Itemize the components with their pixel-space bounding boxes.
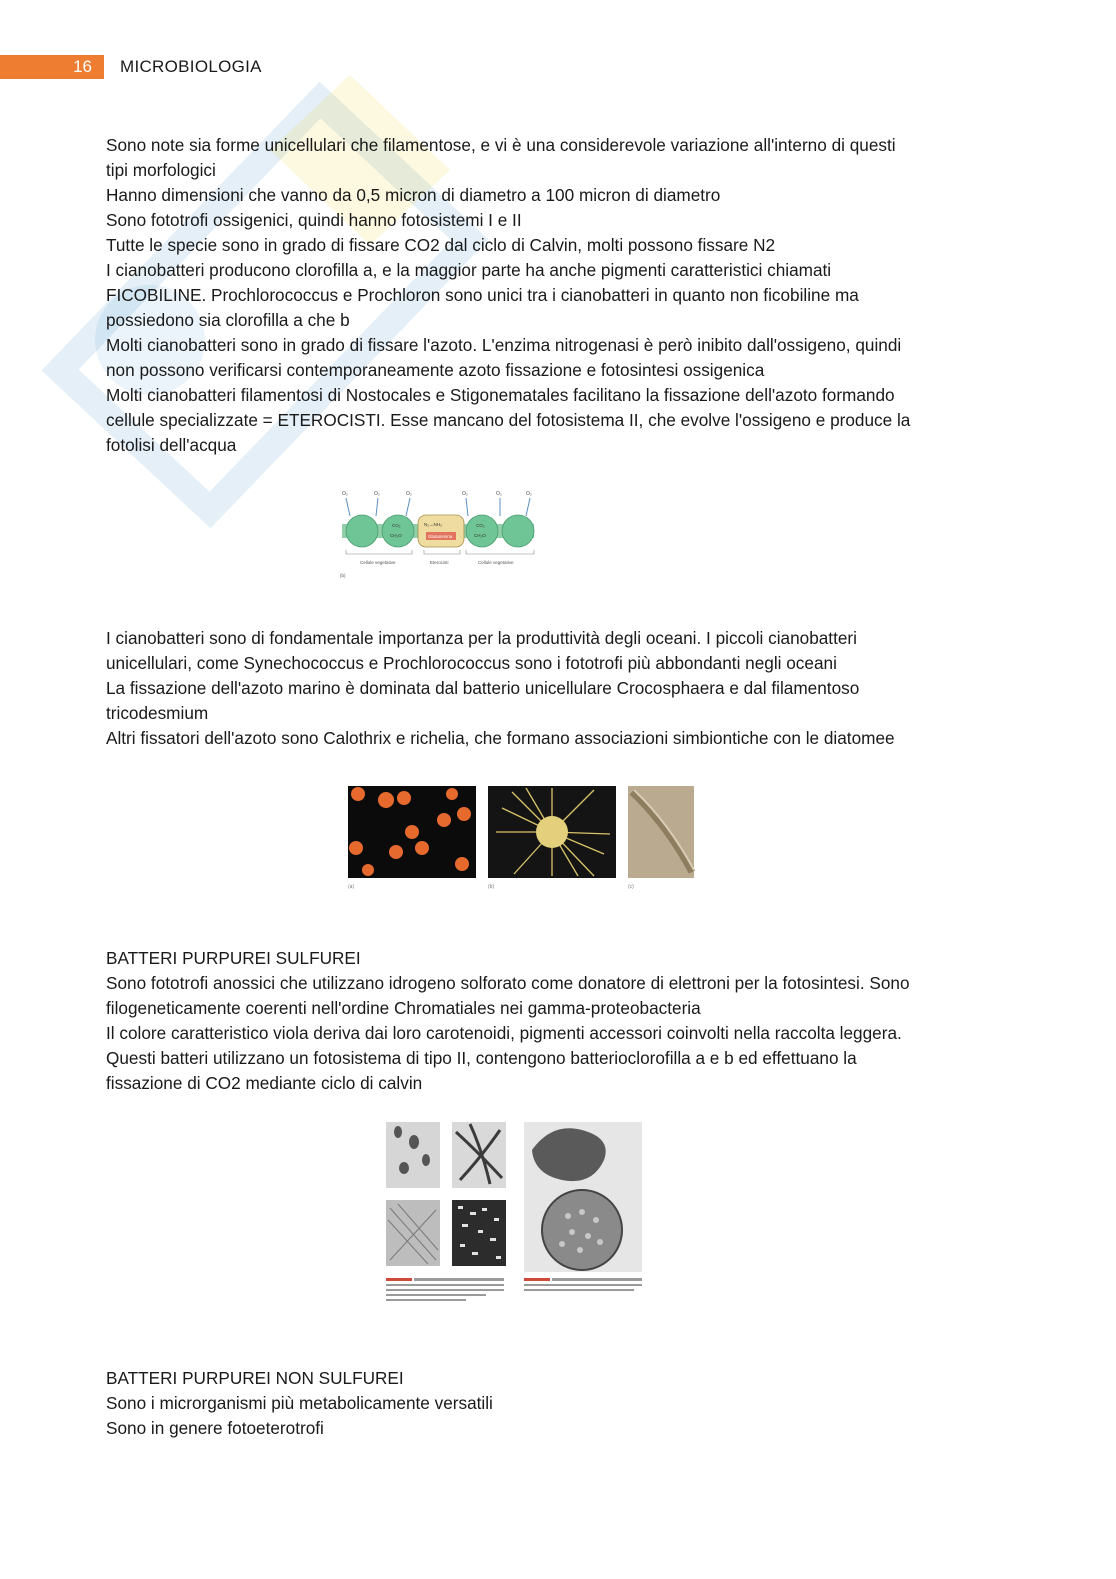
text-line: Questi batteri utilizzano un fotosistema di tipo II, contengono batterioclorofilla a e b ed effettuano la xyxy=(106,1048,857,1068)
paragraph-purple-sulfur-bacteria xyxy=(106,946,1006,1096)
text-line: Molti cianobatteri filamentosi di Nostocales e Stigonematales facilitano la fissazione dell'azoto formando xyxy=(106,385,895,405)
text-line: Sono note sia forme unicellulari che filamentose, e vi è una considerevole variazione all'interno di questi xyxy=(106,135,896,155)
text-line: fissazione di CO2 mediante ciclo di calvin xyxy=(106,1073,423,1093)
panel-label: (b) xyxy=(340,573,346,578)
co2-label: CO₂ xyxy=(476,523,485,528)
text-line: possiedono sia clorofilla a che b xyxy=(106,310,350,330)
purple-sulfur-bacteria-micrographs xyxy=(382,1120,650,1318)
paragraph-cyanobacteria-intro xyxy=(106,133,1006,458)
text-line: Sono i microrganismi più metabolicamente versatili xyxy=(106,1393,493,1413)
text-line: Molti cianobatteri sono in grado di fissare l'azoto. L'enzima nitrogenasi è però inibito dall'ossigeno, quindi xyxy=(106,335,902,355)
text-line: fotolisi dell'acqua xyxy=(106,435,237,455)
paragraph-ocean-cyanobacteria xyxy=(106,626,1006,751)
running-header-title: MICROBIOLOGIA xyxy=(120,57,262,76)
text-line: Altri fissatori dell'azoto sono Calothrix e richelia, che formano associazioni simbiontiche con le diatomee xyxy=(106,728,895,748)
text-line: cellule specializzate = ETEROCISTI. Esse mancano del fotosistema II, che evolve l'ossigeno e produce la xyxy=(106,410,911,430)
text-line: I cianobatteri sono di fondamentale importanza per la produttività degli oceani. I piccoli cianobatteri xyxy=(106,628,857,648)
o2-label: O₂ xyxy=(526,491,532,497)
vegetative-cells-label: Cellule vegetative xyxy=(478,560,514,565)
section-heading: BATTERI PURPUREI NON SULFUREI xyxy=(106,1368,404,1388)
text-line: Hanno dimensioni che vanno da 0,5 micron di diametro a 100 micron di diametro xyxy=(106,185,721,205)
o2-label: O₂ xyxy=(406,491,412,497)
page-number: 16 xyxy=(73,57,92,76)
text-line: Sono in genere fotoeterotrofi xyxy=(106,1418,324,1438)
section-heading: BATTERI PURPUREI SULFUREI xyxy=(106,948,361,968)
text-line: FICOBILINE. Prochlorococcus e Prochloron sono unici tra i cianobatteri in quanto non ficobiline ma xyxy=(106,285,859,305)
n2-label: N₂→NH₃ xyxy=(424,522,442,527)
text-line: La fissazione dell'azoto marino è dominata dal batterio unicellulare Crocosphaera e dal filamentoso xyxy=(106,678,860,698)
text-line: unicellulari, come Synechococcus e Prochlorococcus sono i fototrofi più abbondanti negli oceani xyxy=(106,653,837,673)
heterocyst-diagram xyxy=(338,484,538,584)
text-line: non possono verificarsi contemporaneamente azoto fissazione e fotosintesi ossigenica xyxy=(106,360,765,380)
text-line: filogeneticamente coerenti nell'ordine Chromatiales nei gamma-proteobacteria xyxy=(106,998,701,1018)
text-line: I cianobatteri producono clorofilla a, e la maggior parte ha anche pigmenti caratteristici chiamati xyxy=(106,260,832,280)
text-line: Sono fototrofi ossigenici, quindi hanno fotosistemi I e II xyxy=(106,210,522,230)
glutamine-label: Glutammina xyxy=(428,534,453,539)
text-line: Il colore caratteristico viola deriva dai loro carotenoidi, pigmenti accessori coinvolti nella raccolta leggera. xyxy=(106,1023,902,1043)
o2-label: O₂ xyxy=(462,491,468,497)
vegetative-cells-label: Cellule vegetative xyxy=(360,560,396,565)
text-line: Tutte le specie sono in grado di fissare CO2 dal ciclo di Calvin, molti possono fissare N2 xyxy=(106,235,776,255)
text-line: tipi morfologici xyxy=(106,160,216,180)
o2-label: O₂ xyxy=(496,491,502,497)
paragraph-purple-nonsulfur-bacteria xyxy=(106,1366,1006,1441)
nitrogen-fixers-micrographs xyxy=(346,784,698,892)
o2-label: O₂ xyxy=(374,491,380,497)
panel-label: (b) xyxy=(488,884,495,890)
ch2o-label: CH₂O xyxy=(474,533,486,538)
panel-label: (c) xyxy=(628,884,634,890)
panel-label: (a) xyxy=(348,884,355,890)
ch2o-label: CH₂O xyxy=(390,533,402,538)
o2-label: O₂ xyxy=(342,491,348,497)
text-line: tricodesmium xyxy=(106,703,209,723)
co2-label: CO₂ xyxy=(392,523,401,528)
heterocyst-label: Eterocisti xyxy=(430,560,449,565)
text-line: Sono fototrofi anossici che utilizzano idrogeno solforato come donatore di elettroni per la fotosintesi. Sono xyxy=(106,973,910,993)
